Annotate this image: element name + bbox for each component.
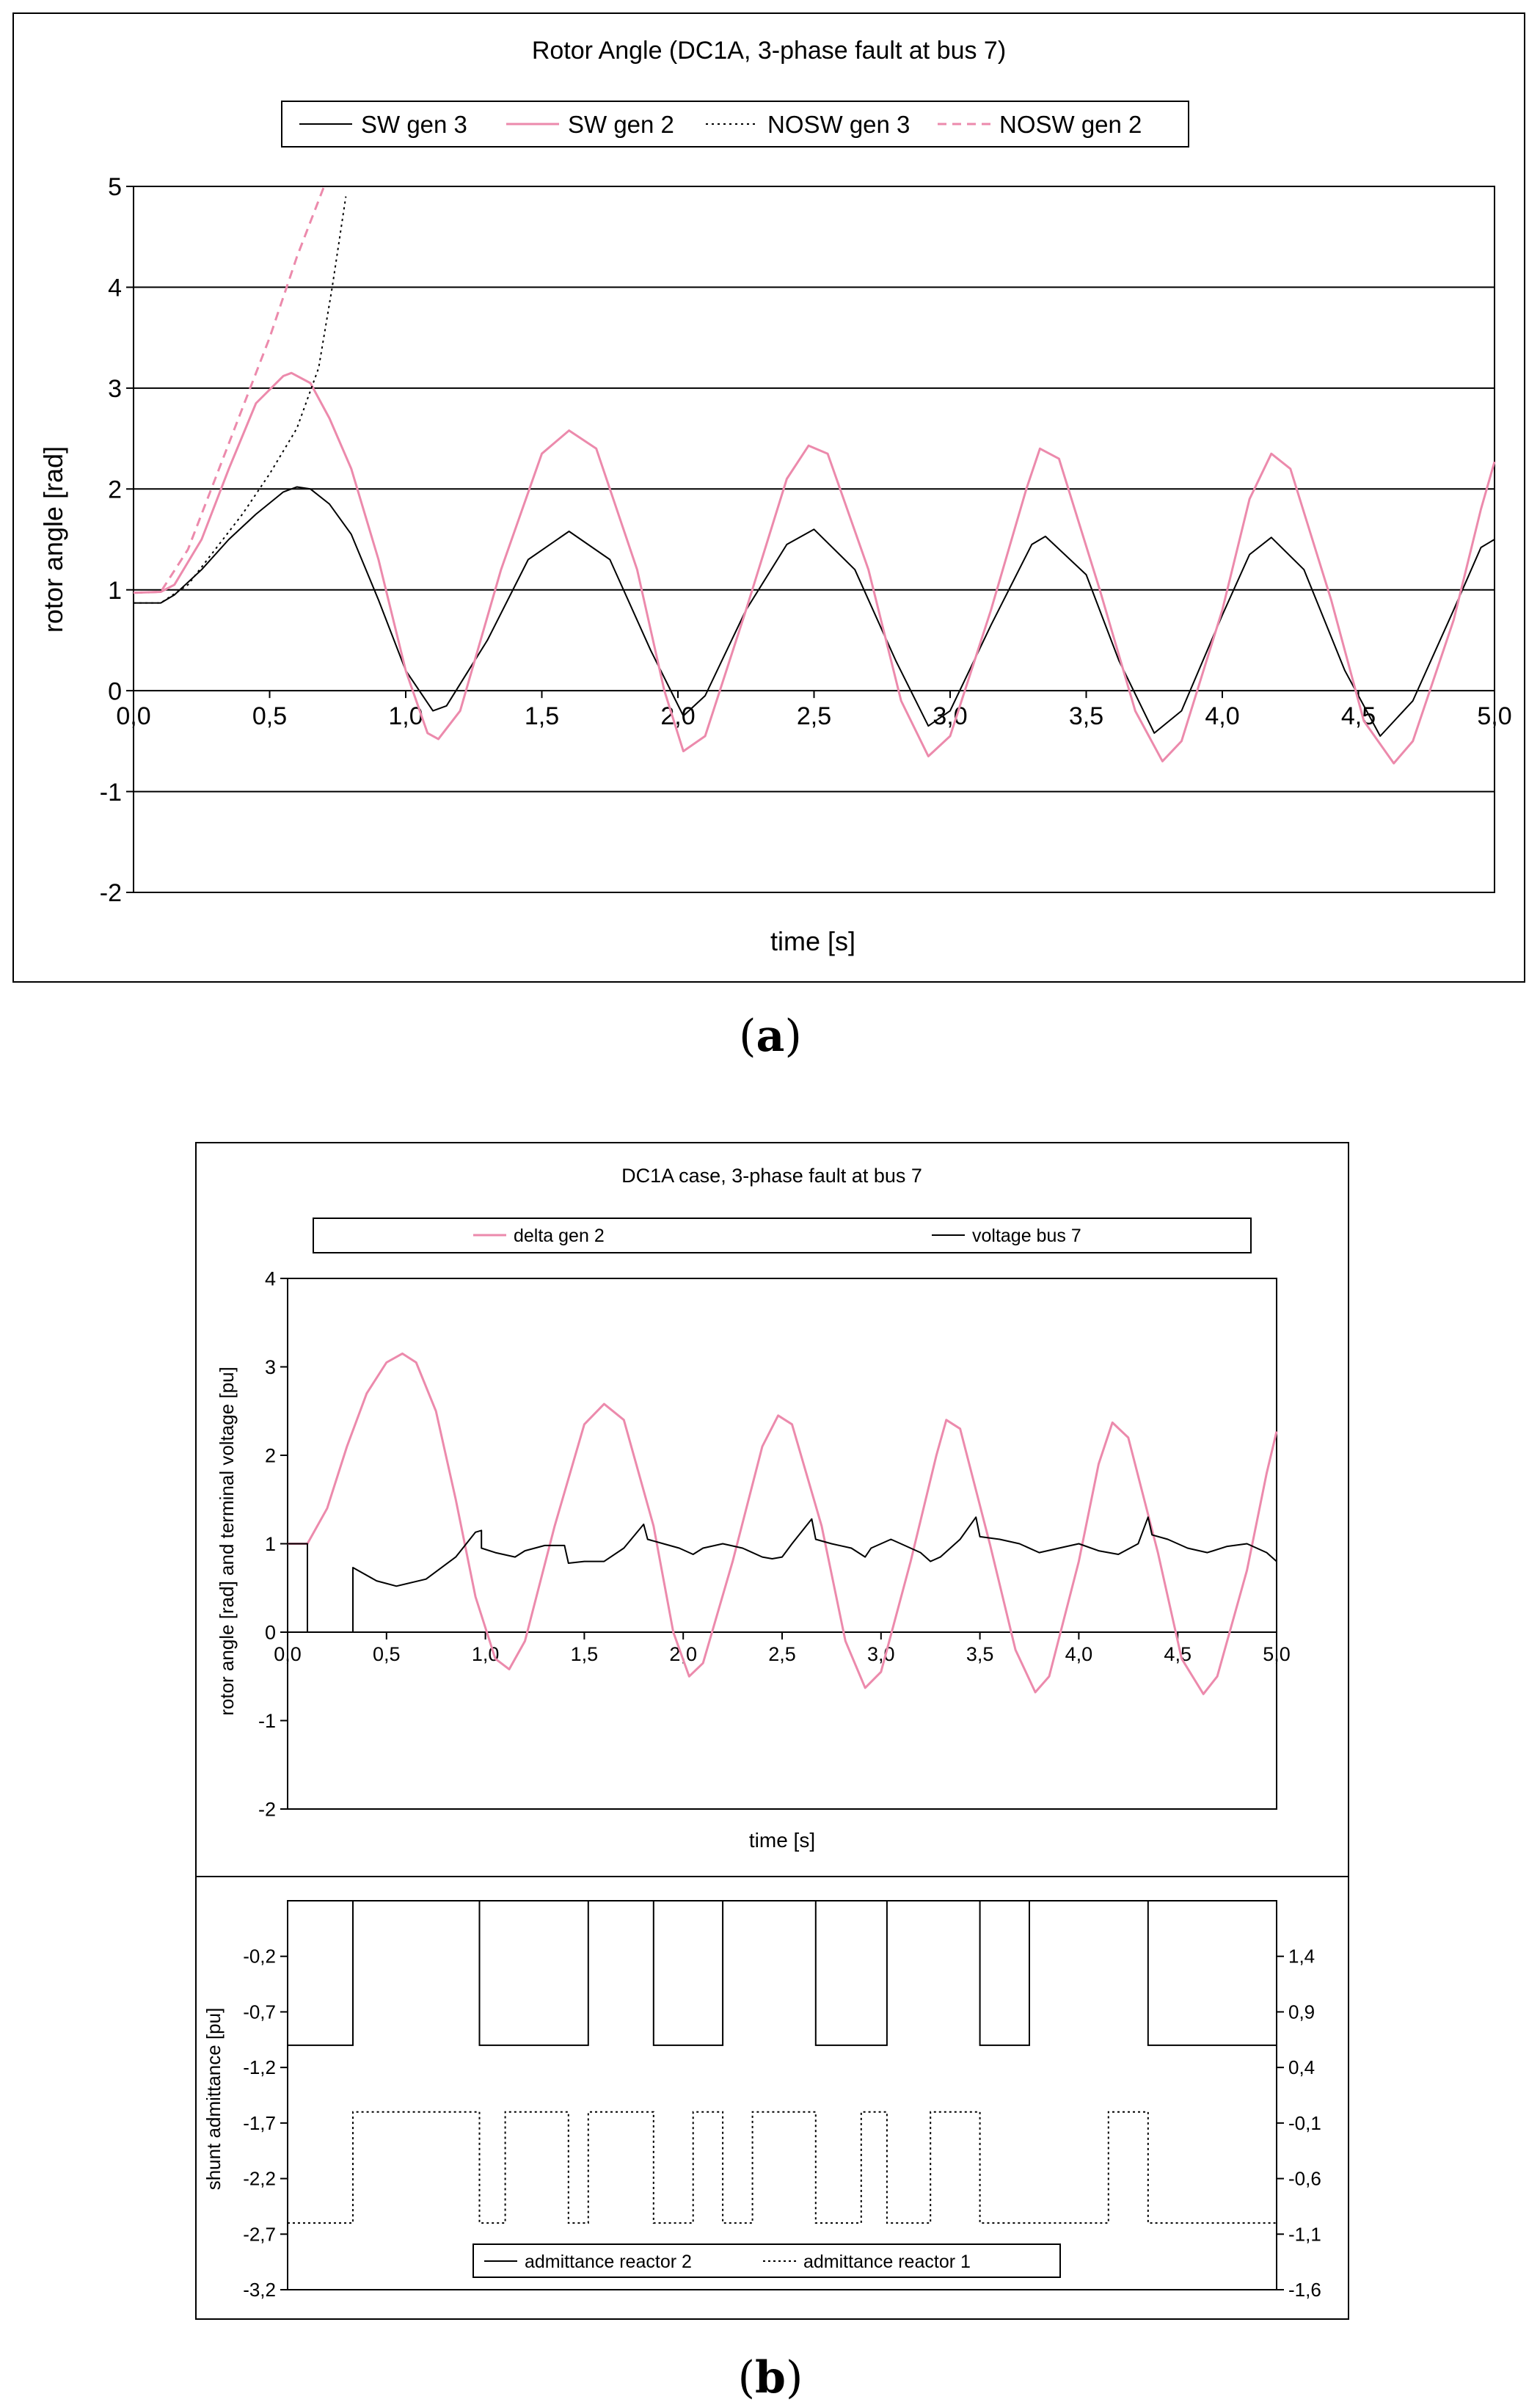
left-y-tick-label: -2,7 — [243, 2223, 276, 2246]
y-tick-label: -1 — [258, 1710, 276, 1733]
x-tick-label: 2,0 — [660, 702, 696, 731]
left-y-tick-label: -1,7 — [243, 2111, 276, 2134]
x-tick-label: 1,5 — [524, 702, 560, 731]
left-y-tick-label: -2,2 — [243, 2167, 276, 2190]
panel-b-frame — [196, 1143, 1349, 2319]
x-tick-label: 4,5 — [1340, 702, 1376, 731]
x-tick-label: 3,0 — [867, 1643, 895, 1665]
x-tick-label: 3,5 — [1068, 702, 1104, 731]
x-tick-label: 0,0 — [274, 1643, 302, 1665]
x-tick-label: 0,0 — [116, 702, 151, 731]
chart-b-title: DC1A case, 3-phase fault at bus 7 — [621, 1165, 922, 1187]
chart-b-bottom-legend — [473, 2244, 1060, 2277]
chart-a-x-axis-label: time [s] — [770, 926, 856, 956]
chart-b-top-legend — [313, 1218, 1251, 1253]
x-tick-label: 1,0 — [388, 702, 423, 731]
x-tick-label: 3,0 — [933, 702, 968, 731]
y-tick-label: 3 — [108, 375, 122, 404]
left-y-tick-label: -3,2 — [243, 2279, 276, 2301]
x-tick-label: 4,5 — [1164, 1643, 1192, 1665]
right-y-tick-label: -1,6 — [1288, 2279, 1321, 2301]
y-tick-label: 0 — [264, 1621, 276, 1644]
legend-label-voltage-bus-7: voltage bus 7 — [972, 1226, 1081, 1246]
chart-b-top-x-axis-label: time [s] — [748, 1829, 816, 1852]
y-tick-label: 2 — [264, 1444, 276, 1467]
x-tick-label: 2,0 — [669, 1643, 697, 1665]
y-tick-label: -1 — [99, 778, 122, 807]
x-tick-label: 4,0 — [1065, 1643, 1093, 1665]
x-tick-label: 1,5 — [570, 1643, 599, 1665]
right-y-tick-label: 1,4 — [1288, 1945, 1315, 1968]
legend-label-nosw-gen-2: NOSW gen 2 — [999, 111, 1142, 138]
right-y-tick-label: 0,9 — [1288, 2001, 1315, 2023]
y-tick-label: 3 — [264, 1356, 276, 1379]
chart-a-y-axis-label: rotor angle [rad] — [38, 445, 68, 633]
y-tick-label: 2 — [108, 476, 122, 504]
x-tick-label: 4,0 — [1205, 702, 1240, 731]
legend-label-admittance-reactor-1: admittance reactor 1 — [803, 2252, 971, 2272]
right-y-tick-label: -0,1 — [1288, 2111, 1321, 2134]
x-tick-label: 1,0 — [471, 1643, 500, 1665]
y-tick-label: 4 — [264, 1267, 276, 1290]
y-tick-label: 1 — [264, 1533, 276, 1556]
legend-label-delta-gen-2: delta gen 2 — [514, 1226, 605, 1246]
panel-b-label: (b) — [737, 2352, 803, 2402]
left-y-tick-label: -0,7 — [243, 2001, 276, 2023]
x-tick-label: 5,0 — [1263, 1643, 1291, 1665]
legend-label-nosw-gen-3: NOSW gen 3 — [767, 111, 911, 138]
panel-a — [13, 13, 1525, 982]
right-y-tick-label: -0,6 — [1288, 2167, 1321, 2190]
x-tick-label: 2,5 — [768, 1643, 796, 1665]
legend-label-sw-gen-2: SW gen 2 — [568, 111, 674, 138]
panel-a-frame — [13, 13, 1525, 982]
chart-a-title: Rotor Angle (DC1A, 3-phase fault at bus 7) — [531, 37, 1007, 65]
y-tick-label: 4 — [108, 274, 122, 302]
y-tick-label: 5 — [108, 173, 122, 202]
legend-label-admittance-reactor-2: admittance reactor 2 — [525, 2252, 692, 2272]
x-tick-label: 0,5 — [373, 1643, 401, 1665]
right-y-tick-label: 0,4 — [1288, 2056, 1315, 2079]
y-tick-label: 0 — [108, 677, 122, 706]
panel-b — [196, 1143, 1349, 2319]
panel-a-label: (a) — [739, 1011, 802, 1062]
legend-label-sw-gen-3: SW gen 3 — [361, 111, 467, 138]
right-y-tick-label: -1,1 — [1288, 2223, 1321, 2246]
x-tick-label: 5,0 — [1477, 702, 1512, 731]
x-tick-label: 3,5 — [966, 1643, 994, 1665]
left-y-tick-label: -0,2 — [243, 1945, 276, 1968]
chart-b-bottom-y-axis-label: shunt admittance [pu] — [202, 2007, 225, 2191]
chart-a-legend — [282, 101, 1189, 147]
x-tick-label: 0,5 — [252, 702, 288, 731]
chart-b-top-y-axis-label: rotor angle [rad] and terminal voltage [pu] — [216, 1366, 238, 1716]
y-tick-label: -2 — [99, 879, 122, 908]
x-tick-label: 2,5 — [796, 702, 832, 731]
left-y-tick-label: -1,2 — [243, 2056, 276, 2079]
y-tick-label: 1 — [108, 576, 122, 605]
y-tick-label: -2 — [258, 1798, 276, 1821]
